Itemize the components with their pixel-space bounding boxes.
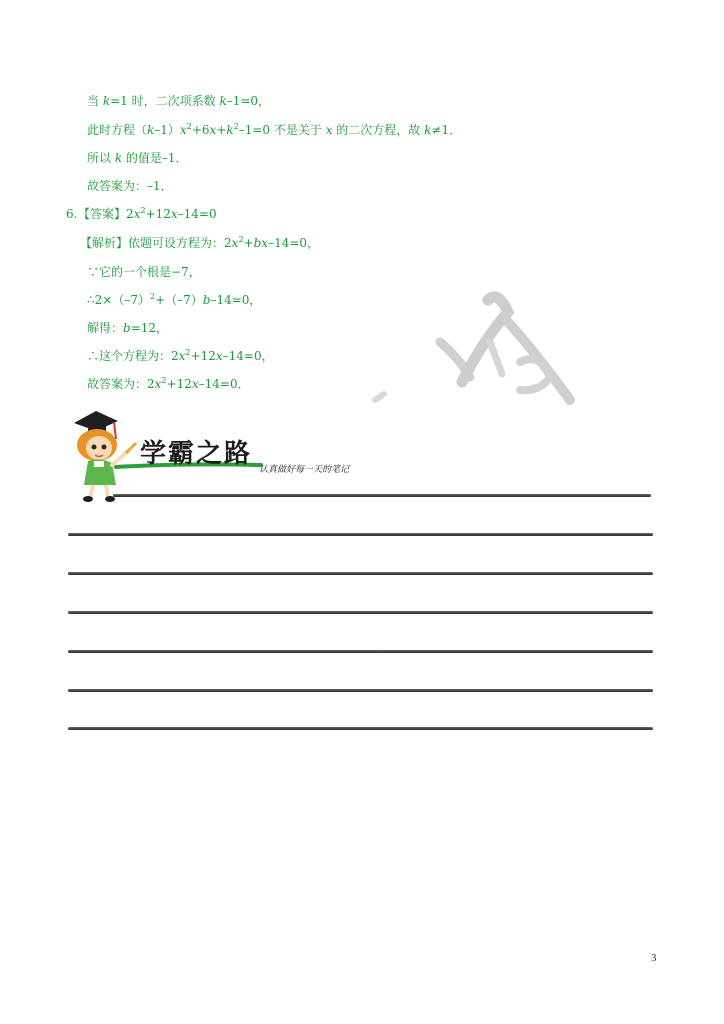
note-line [68,689,653,692]
note-line [68,533,653,536]
equation-line: ∴这个方程为：$2x^2+12x-14=0$， [87,348,274,363]
solution-line-2: 此时方程$(k-1)x^2+6x+k^2-1=0$ 不是关于 x 的二次方程，故 k≠1． [87,122,462,137]
note-line [68,727,653,730]
solution-line-4: 故答案为：–1． [87,179,173,193]
note-line [68,572,653,575]
watermark-brush-strokes [370,282,585,407]
banner-title: 学霸之路 [140,439,253,469]
note-line [68,650,653,653]
solution-line-3: 所以 k 的值是–1． [87,151,188,165]
substitute-line: $\therefore 2\times(-7)^2+(-7)b-14=0$， [87,292,262,307]
banner-subtitle: 认真做好每一天的笔记 [259,465,350,475]
answer-line: 【答案】$2x^2+12x-14=0$ [78,206,217,221]
final-answer-line: 故答案为：$2x^2+12x-14=0$． [87,376,250,391]
solution-line-1: 当 k=1 时，二次项系数 k–1=0， [87,94,271,108]
page-number: 3 [651,952,657,964]
question-number: 6. [66,207,78,221]
student-character-icon [74,411,136,502]
note-line [113,494,651,497]
note-line [68,611,653,614]
solve-line: 解得：b=12， [87,321,169,335]
root-line: ∵它的一个根是−7， [87,265,201,279]
analysis-line: 【解析】依题可设方程为：$2x^2+bx-14=0$， [80,235,320,250]
